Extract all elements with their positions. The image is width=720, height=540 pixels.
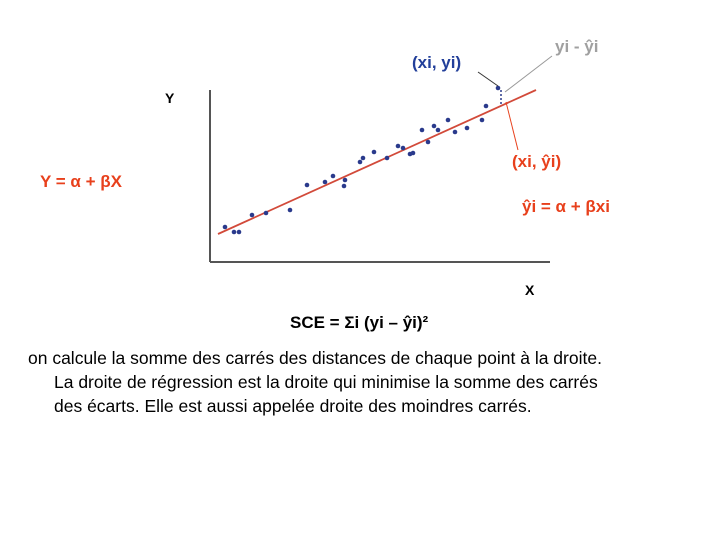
fitted-arrow	[506, 102, 518, 150]
data-point	[484, 104, 489, 109]
data-point	[361, 156, 366, 161]
data-point	[385, 156, 390, 161]
data-point	[358, 160, 363, 165]
data-point	[250, 213, 255, 218]
caption-line-1: on calcule la somme des carrés des distances de chaque point à la droite.	[28, 348, 602, 368]
caption-line-2: La droite de régression est la droite qui minimise la somme des carrés	[54, 372, 598, 392]
data-point	[465, 126, 470, 131]
residual-label: yi - ŷi	[555, 37, 599, 56]
data-point	[305, 183, 310, 188]
x-axis-label: X	[525, 282, 535, 298]
data-point	[372, 150, 377, 155]
model-equation: Y = α + βX	[40, 172, 122, 191]
data-point	[396, 144, 401, 149]
data-point	[480, 118, 485, 123]
data-point	[411, 151, 416, 156]
data-point	[432, 124, 437, 129]
data-point	[331, 174, 336, 179]
fitted-equation: ŷi = α + βxi	[522, 197, 610, 216]
data-point	[436, 128, 441, 133]
data-point	[446, 118, 451, 123]
fitted-point-label: (xi, ŷi)	[512, 152, 562, 171]
data-point	[420, 128, 425, 133]
data-point	[237, 230, 242, 235]
caption-line-3: des écarts. Elle est aussi appelée droite des moindres carrés.	[54, 396, 532, 416]
data-point	[453, 130, 458, 135]
data-point	[342, 184, 347, 189]
data-point	[343, 178, 348, 183]
point-arrow	[478, 72, 498, 86]
data-point	[288, 208, 293, 213]
data-point	[496, 86, 501, 91]
data-points	[223, 86, 501, 235]
data-point	[232, 230, 237, 235]
y-axis-label: Y	[165, 90, 175, 106]
data-point	[401, 146, 406, 151]
data-point	[426, 140, 431, 145]
residual-arrow	[505, 56, 552, 92]
data-point	[264, 211, 269, 216]
point-label: (xi, yi)	[412, 53, 462, 72]
sce-formula: SCE = Σi (yi – ŷi)²	[290, 313, 429, 332]
data-point	[223, 225, 228, 230]
data-point	[323, 180, 328, 185]
caption	[28, 346, 708, 418]
